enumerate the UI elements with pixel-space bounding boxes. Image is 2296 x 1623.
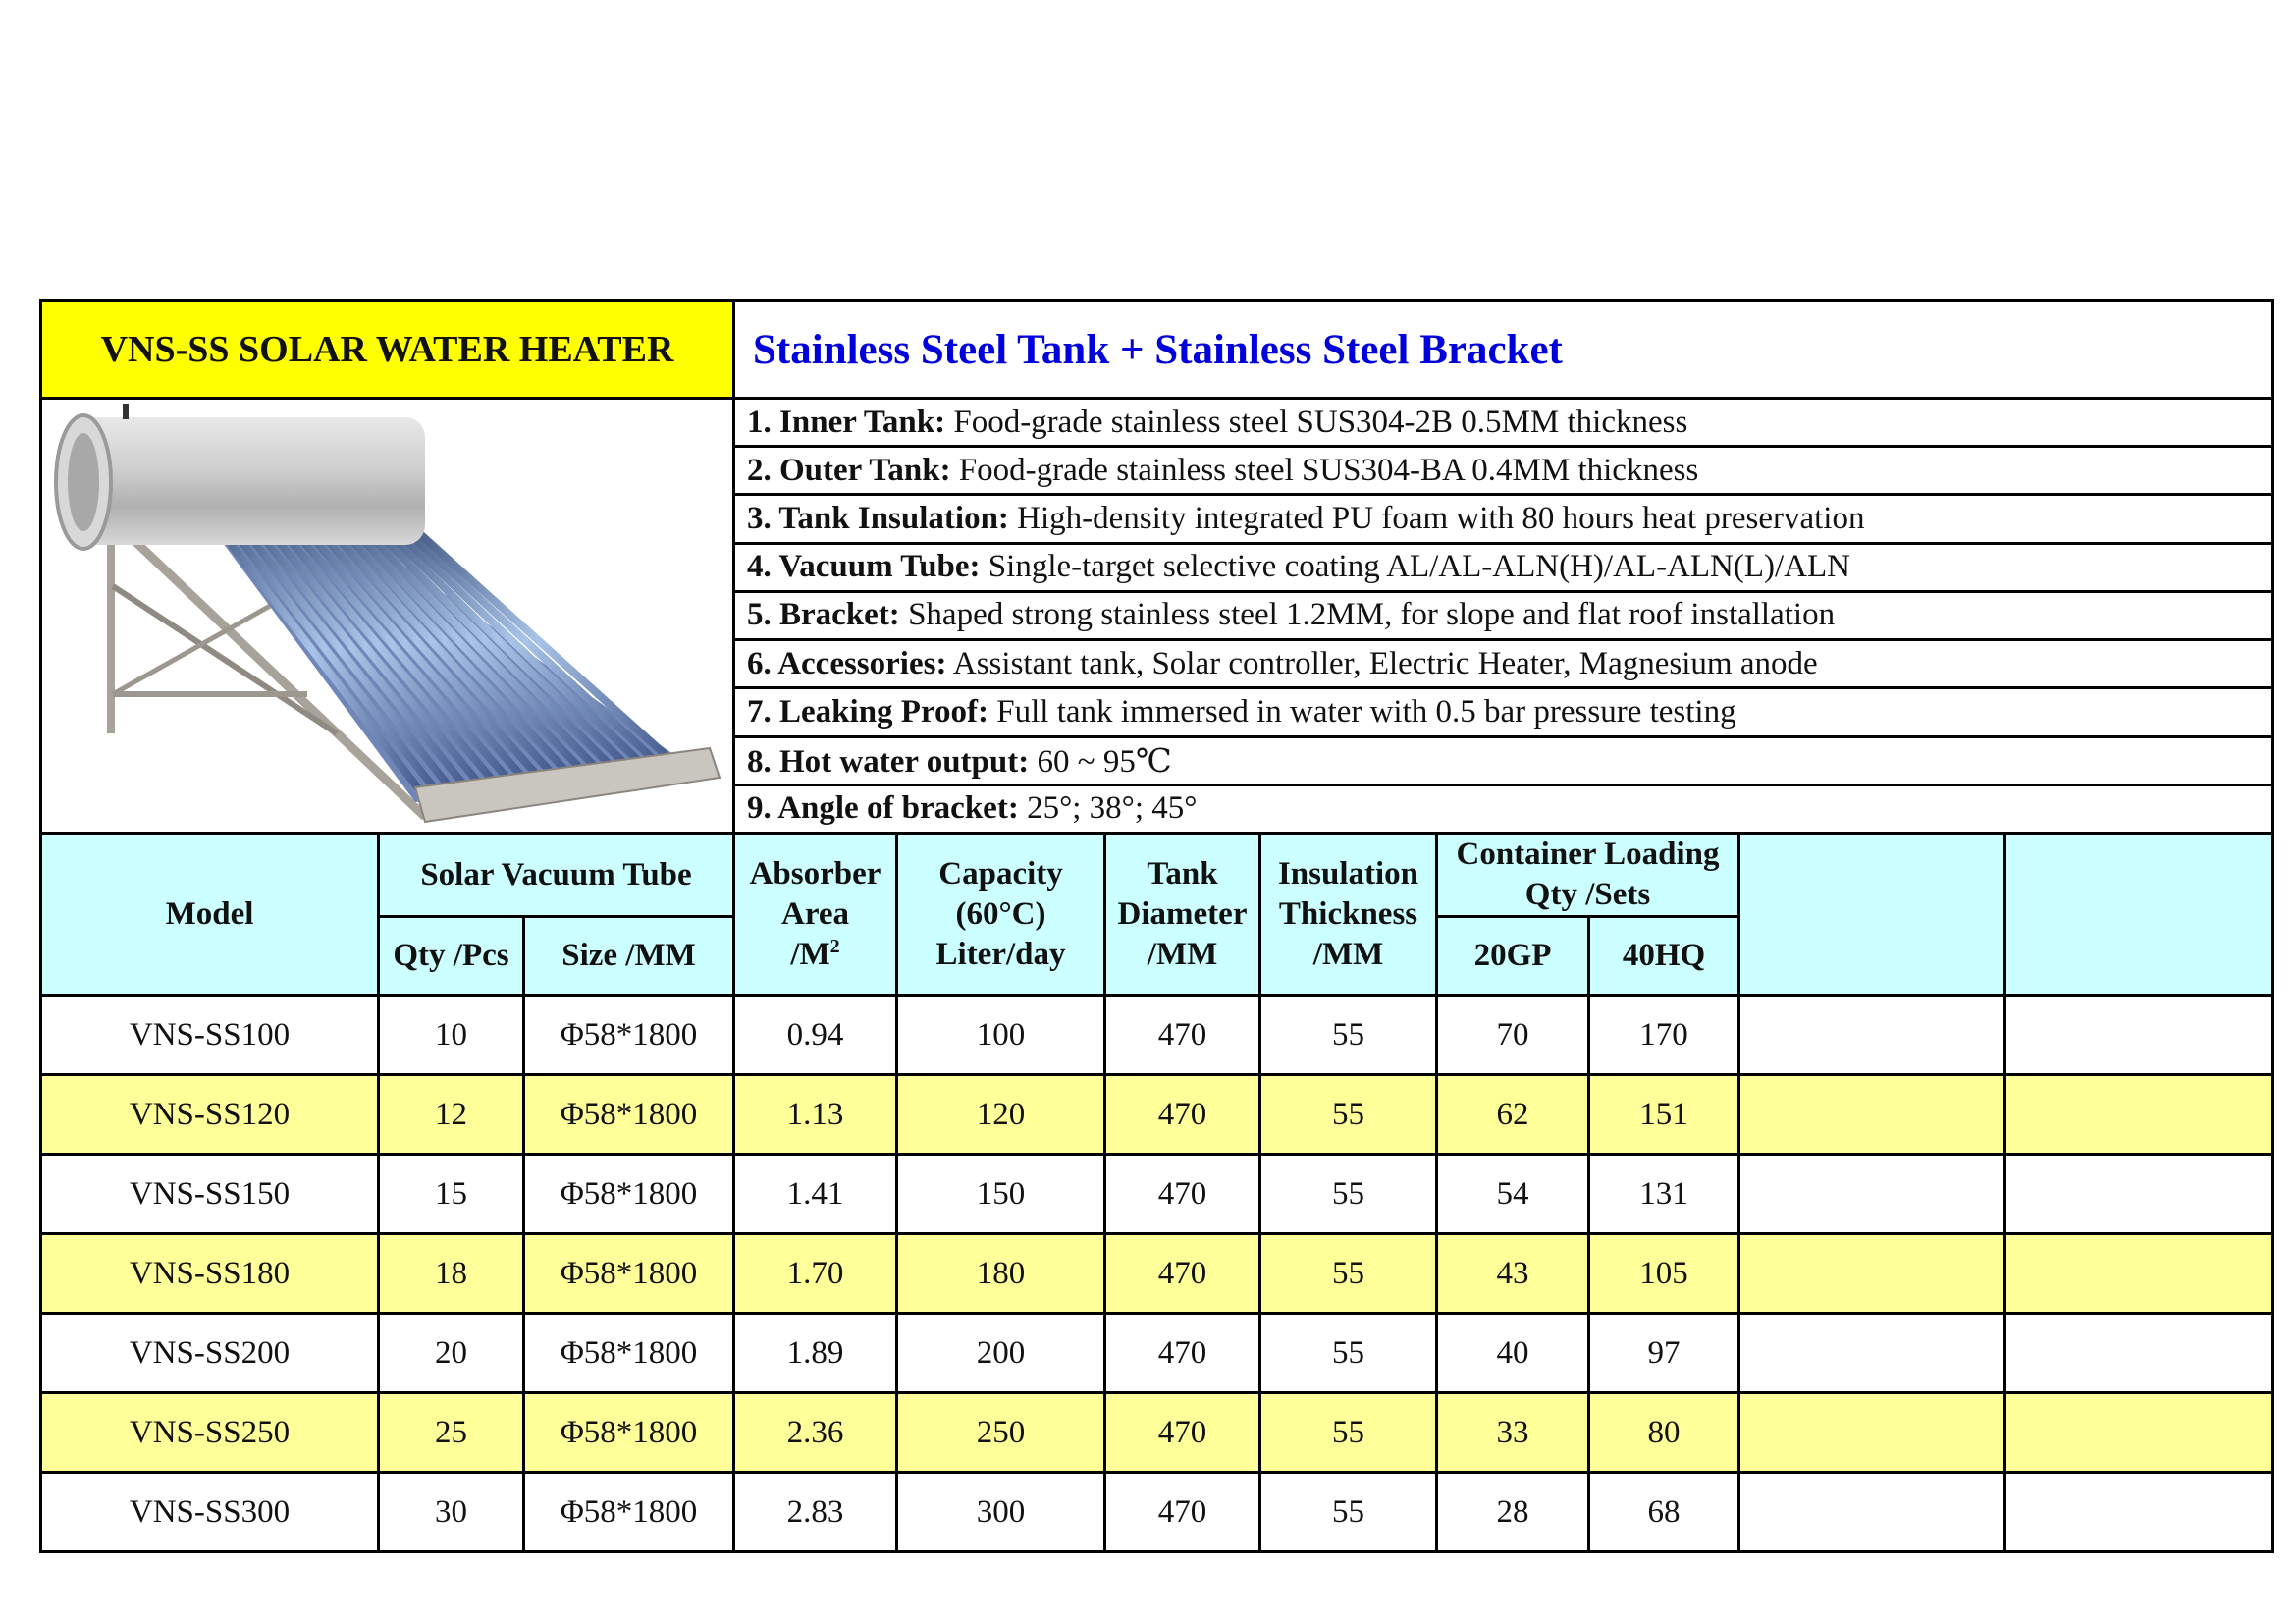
spec-outer-tank: 2. Outer Tank: Food-grade stainless steel SUS304-BA 0.4MM thickness bbox=[734, 447, 2273, 495]
cell-40hq: 105 bbox=[1589, 1234, 1739, 1314]
cell-qty: 10 bbox=[379, 996, 524, 1075]
cell-blank bbox=[1739, 1473, 2005, 1552]
cell-tank: 470 bbox=[1105, 1473, 1260, 1552]
table-row bbox=[41, 1314, 2273, 1393]
product-title: VNS-SS SOLAR WATER HEATER bbox=[41, 301, 734, 399]
spec-accessories: 6. Accessories: Assistant tank, Solar controller, Electric Heater, Magnesium anode bbox=[734, 640, 2273, 688]
table-row bbox=[41, 1473, 2273, 1552]
cell-blank bbox=[2005, 996, 2273, 1075]
cell-20gp: 33 bbox=[1437, 1393, 1589, 1473]
cell-model: VNS-SS200 bbox=[41, 1314, 379, 1393]
cell-40hq: 151 bbox=[1589, 1075, 1739, 1155]
cell-insulation: 55 bbox=[1260, 1314, 1437, 1393]
spec-tank-insulation: 3. Tank Insulation: High-density integrated PU foam with 80 hours heat preservation bbox=[734, 495, 2273, 543]
header-size: Size /MM bbox=[524, 917, 734, 996]
cell-size: Φ58*1800 bbox=[524, 1234, 734, 1314]
cell-model: VNS-SS180 bbox=[41, 1234, 379, 1314]
cell-blank bbox=[2005, 1393, 2273, 1473]
cell-capacity: 180 bbox=[897, 1234, 1105, 1314]
spec-angle-of-bracket: 9. Angle of bracket: 25°; 38°; 45° bbox=[734, 784, 2273, 833]
cell-blank bbox=[2005, 1155, 2273, 1234]
header-blank-1 bbox=[1739, 834, 2005, 996]
spec-bracket: 5. Bracket: Shaped strong stainless steel 1.2MM, for slope and flat roof installation bbox=[734, 591, 2273, 639]
spec-table bbox=[39, 299, 2274, 1553]
header-container-loading: Container Loading Qty /Sets bbox=[1437, 834, 1739, 917]
cell-insulation: 55 bbox=[1260, 996, 1437, 1075]
cell-20gp: 40 bbox=[1437, 1314, 1589, 1393]
header-40hq: 40HQ bbox=[1589, 917, 1739, 996]
cell-blank bbox=[2005, 1075, 2273, 1155]
cell-blank bbox=[1739, 996, 2005, 1075]
cell-40hq: 97 bbox=[1589, 1314, 1739, 1393]
cell-20gp: 70 bbox=[1437, 996, 1589, 1075]
table-row bbox=[41, 1075, 2273, 1155]
cell-blank bbox=[1739, 1234, 2005, 1314]
header-solar-vacuum-tube: Solar Vacuum Tube bbox=[379, 834, 734, 917]
cell-20gp: 54 bbox=[1437, 1155, 1589, 1234]
spec-leaking-proof: 7. Leaking Proof: Full tank immersed in water with 0.5 bar pressure testing bbox=[734, 688, 2273, 736]
header-tank-diameter: Tank Diameter /MM bbox=[1105, 834, 1260, 996]
cell-area: 1.89 bbox=[734, 1314, 897, 1393]
cell-size: Φ58*1800 bbox=[524, 1155, 734, 1234]
cell-capacity: 300 bbox=[897, 1473, 1105, 1552]
cell-insulation: 55 bbox=[1260, 1393, 1437, 1473]
cell-tank: 470 bbox=[1105, 996, 1260, 1075]
header-insulation-thickness: Insulation Thickness /MM bbox=[1260, 834, 1437, 996]
cell-insulation: 55 bbox=[1260, 1155, 1437, 1234]
cell-capacity: 100 bbox=[897, 996, 1105, 1075]
cell-blank bbox=[1739, 1314, 2005, 1393]
cell-qty: 30 bbox=[379, 1473, 524, 1552]
cell-size: Φ58*1800 bbox=[524, 1393, 734, 1473]
cell-insulation: 55 bbox=[1260, 1473, 1437, 1552]
header-blank-2 bbox=[2005, 834, 2273, 996]
cell-capacity: 150 bbox=[897, 1155, 1105, 1234]
cell-blank bbox=[2005, 1314, 2273, 1393]
cell-area: 1.70 bbox=[734, 1234, 897, 1314]
spec-vacuum-tube: 4. Vacuum Tube: Single-target selective coating AL/AL-ALN(H)/AL-ALN(L)/ALN bbox=[734, 543, 2273, 591]
header-qty: Qty /Pcs bbox=[379, 917, 524, 996]
cell-20gp: 62 bbox=[1437, 1075, 1589, 1155]
cell-insulation: 55 bbox=[1260, 1075, 1437, 1155]
cell-tank: 470 bbox=[1105, 1155, 1260, 1234]
table-row bbox=[41, 1234, 2273, 1314]
cell-capacity: 120 bbox=[897, 1075, 1105, 1155]
cell-40hq: 131 bbox=[1589, 1155, 1739, 1234]
cell-size: Φ58*1800 bbox=[524, 1075, 734, 1155]
cell-capacity: 200 bbox=[897, 1314, 1105, 1393]
cell-blank bbox=[2005, 1473, 2273, 1552]
cell-blank bbox=[1739, 1075, 2005, 1155]
spec-sheet bbox=[39, 299, 2271, 1553]
spec-inner-tank: 1. Inner Tank: Food-grade stainless steel SUS304-2B 0.5MM thickness bbox=[734, 399, 2273, 447]
product-image bbox=[41, 399, 734, 834]
cell-model: VNS-SS300 bbox=[41, 1473, 379, 1552]
cell-40hq: 68 bbox=[1589, 1473, 1739, 1552]
cell-blank bbox=[1739, 1393, 2005, 1473]
cell-area: 1.41 bbox=[734, 1155, 897, 1234]
cell-size: Φ58*1800 bbox=[524, 1314, 734, 1393]
cell-qty: 15 bbox=[379, 1155, 524, 1234]
cell-20gp: 43 bbox=[1437, 1234, 1589, 1314]
cell-blank bbox=[1739, 1155, 2005, 1234]
solar-heater-illustration bbox=[42, 400, 729, 832]
column-header-row-1 bbox=[41, 834, 2273, 917]
cell-model: VNS-SS150 bbox=[41, 1155, 379, 1234]
cell-tank: 470 bbox=[1105, 1314, 1260, 1393]
product-subtitle: Stainless Steel Tank + Stainless Steel Bracket bbox=[734, 301, 2273, 399]
cell-model: VNS-SS120 bbox=[41, 1075, 379, 1155]
header-absorber-area: Absorber Area $/M^2$ bbox=[734, 834, 897, 996]
cell-capacity: 250 bbox=[897, 1393, 1105, 1473]
cell-area: 2.36 bbox=[734, 1393, 897, 1473]
cell-area: 1.13 bbox=[734, 1075, 897, 1155]
cell-size: Φ58*1800 bbox=[524, 1473, 734, 1552]
cell-qty: 12 bbox=[379, 1075, 524, 1155]
cell-tank: 470 bbox=[1105, 1393, 1260, 1473]
title-row bbox=[41, 301, 2273, 399]
cell-qty: 20 bbox=[379, 1314, 524, 1393]
spec-hot-water-output: 8. Hot water output: 60 ~ 95℃ bbox=[734, 736, 2273, 784]
cell-tank: 470 bbox=[1105, 1234, 1260, 1314]
cell-40hq: 170 bbox=[1589, 996, 1739, 1075]
header-20gp: 20GP bbox=[1437, 917, 1589, 996]
cell-model: VNS-SS100 bbox=[41, 996, 379, 1075]
cell-qty: 18 bbox=[379, 1234, 524, 1314]
table-row bbox=[41, 996, 2273, 1075]
table-row bbox=[41, 1393, 2273, 1473]
cell-area: 0.94 bbox=[734, 996, 897, 1075]
cell-area: 2.83 bbox=[734, 1473, 897, 1552]
cell-tank: 470 bbox=[1105, 1075, 1260, 1155]
cell-qty: 25 bbox=[379, 1393, 524, 1473]
cell-20gp: 28 bbox=[1437, 1473, 1589, 1552]
cell-size: Φ58*1800 bbox=[524, 996, 734, 1075]
cell-model: VNS-SS250 bbox=[41, 1393, 379, 1473]
cell-blank bbox=[2005, 1234, 2273, 1314]
cell-insulation: 55 bbox=[1260, 1234, 1437, 1314]
cell-40hq: 80 bbox=[1589, 1393, 1739, 1473]
header-capacity: Capacity (60°C) Liter/day bbox=[897, 834, 1105, 996]
header-model: Model bbox=[41, 834, 379, 996]
spec-row bbox=[41, 399, 2273, 447]
table-row bbox=[41, 1155, 2273, 1234]
